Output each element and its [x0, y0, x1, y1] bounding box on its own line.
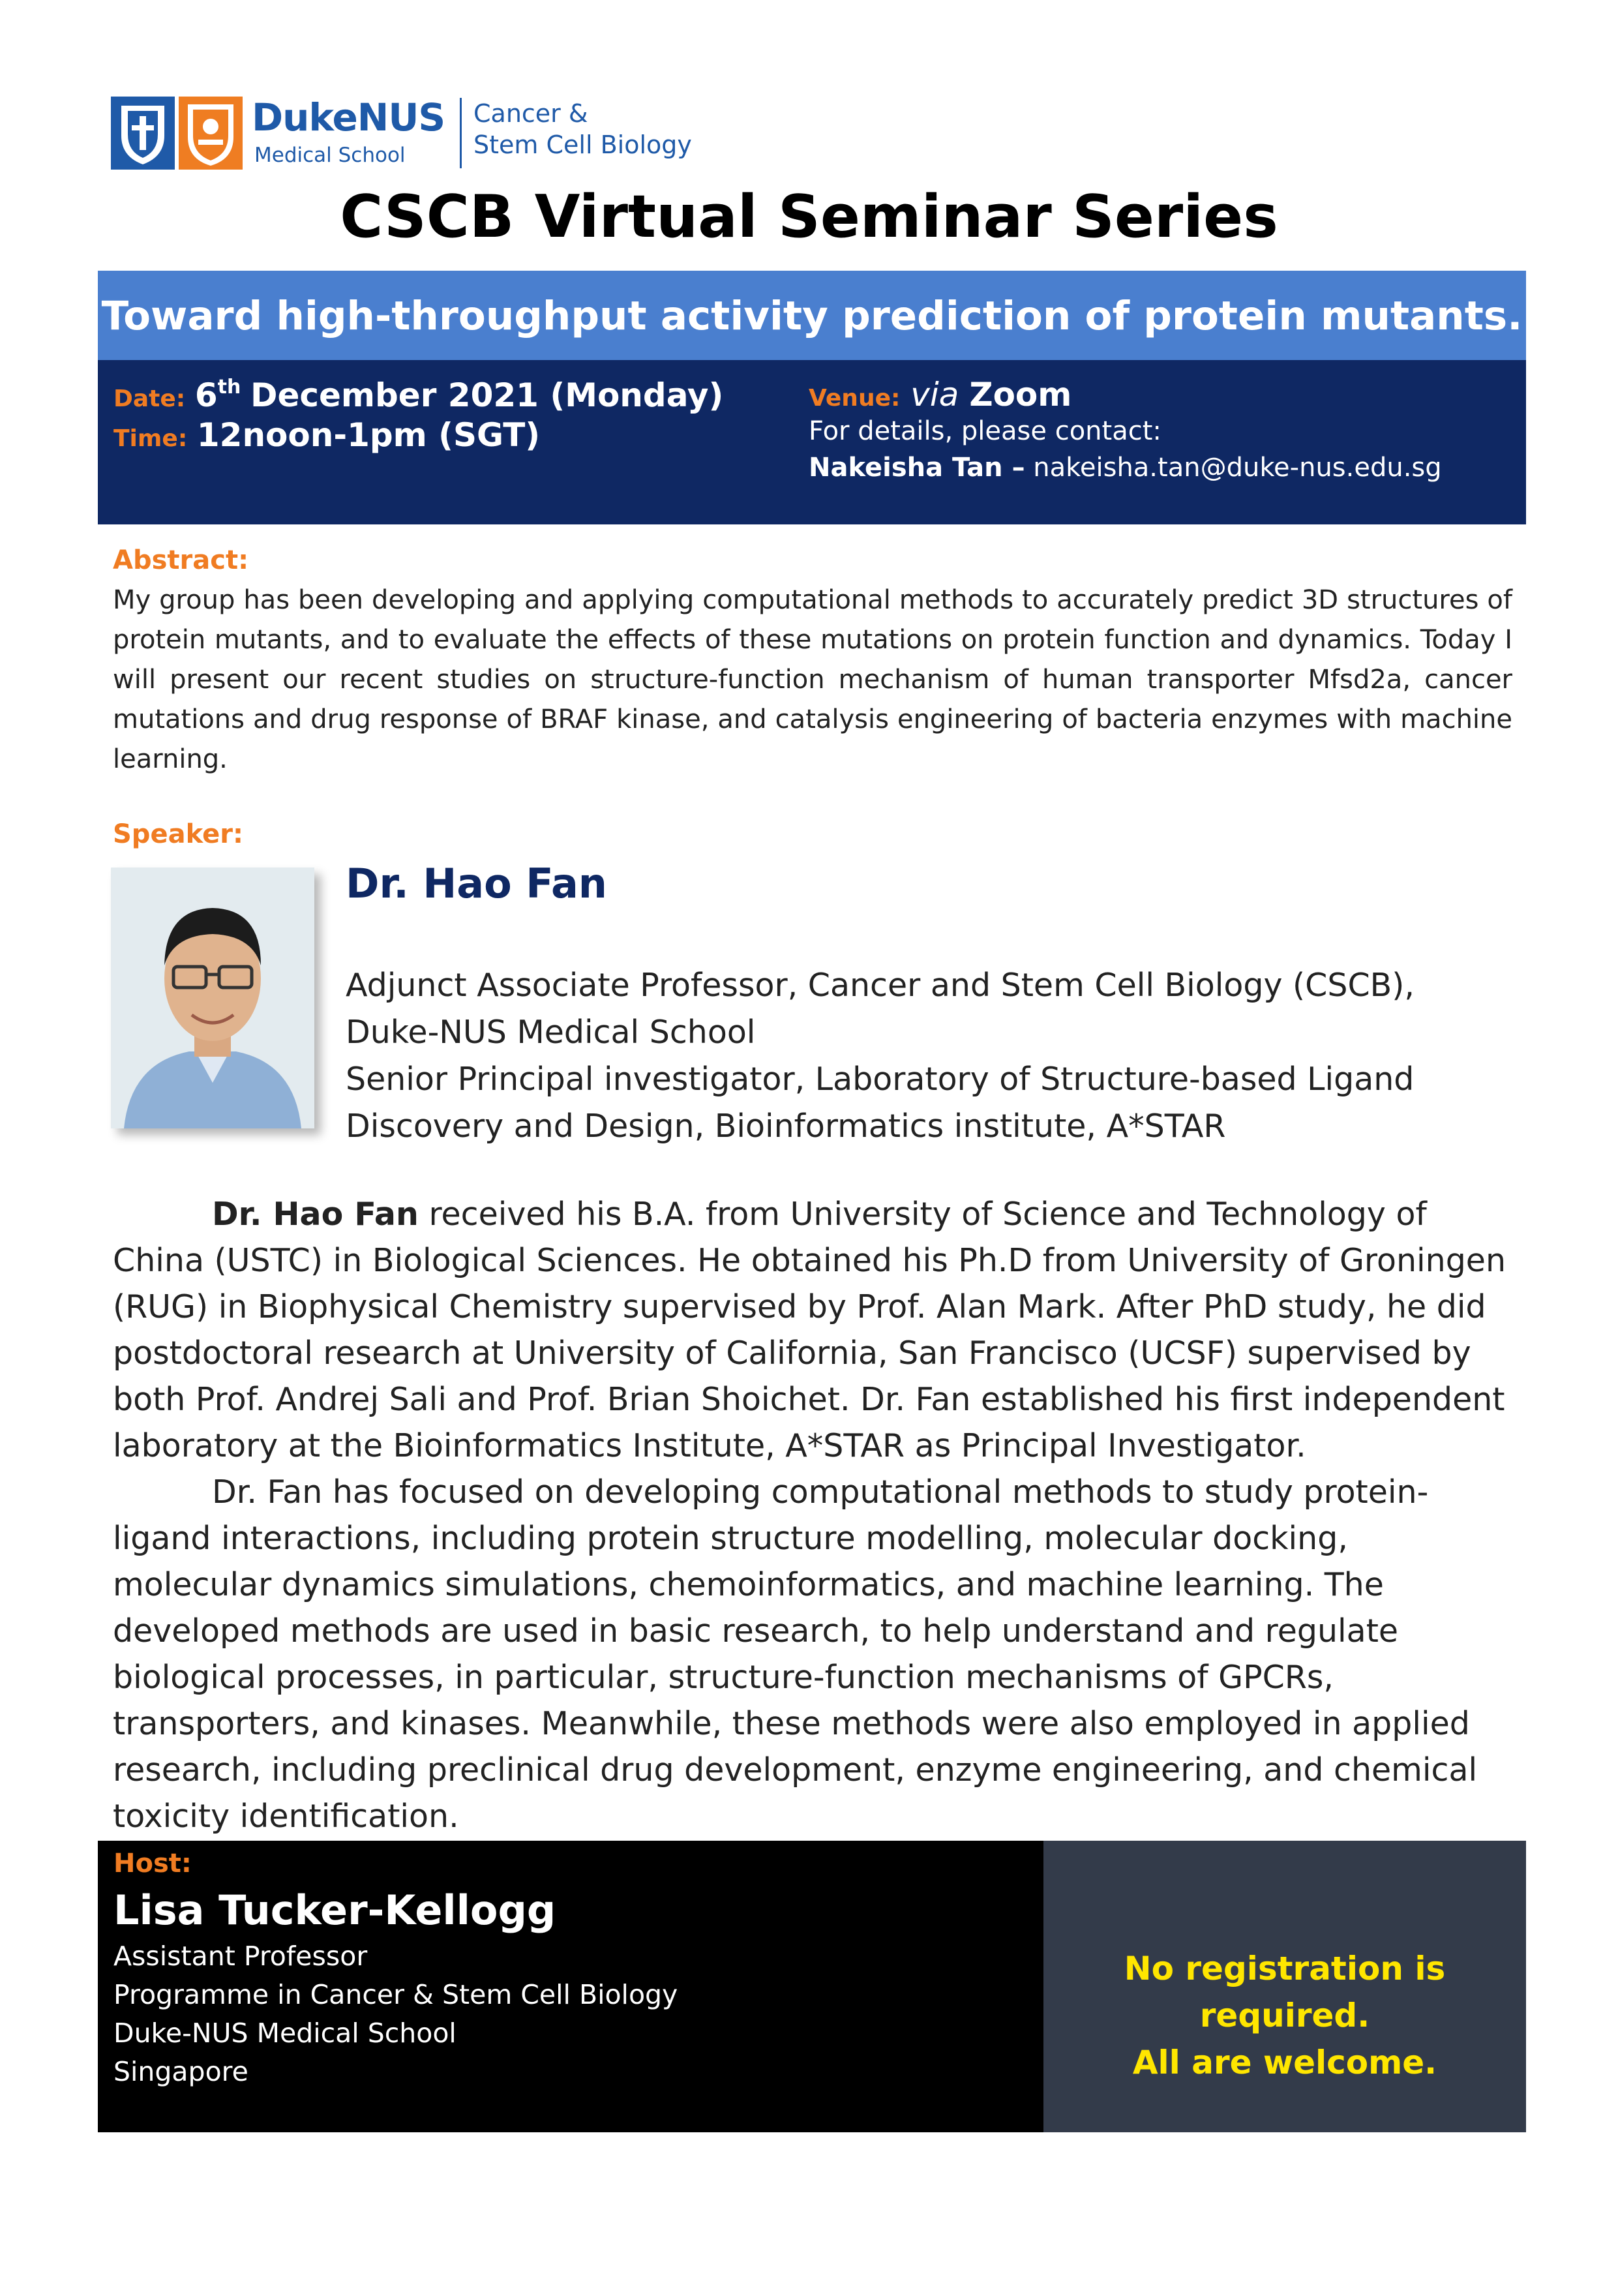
- time-line: [113, 416, 540, 454]
- host-name: Lisa Tucker-Kellogg: [113, 1886, 556, 1934]
- abstract-label: Abstract:: [113, 545, 249, 575]
- time-label: Time:: [113, 425, 188, 452]
- logo-divider: [460, 98, 462, 168]
- date-suffix: th: [217, 376, 241, 399]
- talk-title-bar: [98, 271, 1526, 360]
- host-institution: Duke-NUS Medical School: [113, 2017, 457, 2049]
- date-label: Date:: [113, 385, 186, 412]
- contact-line: [809, 453, 1442, 483]
- speaker-name: Dr. Hao Fan: [346, 860, 607, 907]
- host-details: [113, 1937, 678, 2091]
- contact-email[interactable]: nakeisha.tan@duke-nus.edu.sg: [1033, 453, 1442, 483]
- bio-paragraph-1-text: received his B.A. from University of Science and Technology of China (USTC) in Biological Sciences. He obtained his Ph.D from University of Groningen (RUG) in Biophysical Chemistry supervised by Prof. Alan Mark. After PhD study, he did postdoctoral research at University of California, San Francisco (UCSF) supervised by both Prof. Andrej Sali and Prof. Brian Shoichet. Dr. Fan established his first independent laboratory at the Bioinformatics Institute, A*STAR as Principal Investigator.: [113, 1196, 1506, 1464]
- contact-name: Nakeisha Tan –: [809, 453, 1025, 483]
- duke-shield-icon: [111, 97, 175, 170]
- bio-paragraph-2: Dr. Fan has focused on developing computational methods to study protein-ligand interactions, including protein structure modelling, molecular docking, molecular dynamics simulations, chemoinformatics, and machine learning. The developed methods are used in basic research, to help understand and regulate biological processes, in particular, structure-function mechanisms of GPCRs, transporters, and kinases. Meanwhile, these methods were also employed in applied research, including preclinical drug development, enzyme engineering, and chemical toxicity identification.: [113, 1473, 1478, 1835]
- date-value: December 2021 (Monday): [250, 376, 724, 414]
- nus-crest-icon: [179, 97, 243, 170]
- duke-nus-logo: [111, 93, 698, 171]
- department-line-2: Stem Cell Biology: [473, 130, 692, 159]
- venue-via: via: [910, 376, 959, 414]
- bio-speaker-name: Dr. Hao Fan: [212, 1196, 419, 1233]
- department-name: [473, 98, 692, 160]
- department-line-1: Cancer &: [473, 99, 588, 128]
- speaker-bio: [113, 1191, 1515, 1839]
- venue-line: [809, 376, 1071, 414]
- speaker-title-1: Adjunct Associate Professor, Cancer and Stem Cell Biology (CSCB), Duke-NUS Medical School: [346, 967, 1415, 1051]
- logo-wordmark: DukeNUS: [252, 95, 445, 140]
- venue-value: Zoom: [969, 376, 1072, 414]
- bio-paragraph-1: [113, 1191, 1515, 1469]
- logo-subtext: Medical School: [254, 144, 406, 167]
- talk-title: Toward high-throughput activity prediction of protein mutants.: [101, 293, 1523, 339]
- host-programme: Programme in Cancer & Stem Cell Biology: [113, 1979, 678, 2010]
- abstract-text: My group has been developing and applying computational methods to accurately predict 3D structures of protein mutants, and to evaluate the effects of these mutations on protein function and dynamics. Today I will present our recent studies on structure-function mechanism of human transporter Mfsd2a, cancer mutations and drug response of BRAF kinase, and catalysis engineering of bacteria enzymes with machine learning.: [113, 585, 1512, 774]
- speaker-portrait-image: [111, 868, 314, 1128]
- speaker-titles: [346, 962, 1506, 1150]
- host-country: Singapore: [113, 2056, 248, 2087]
- venue-label: Venue:: [809, 385, 901, 412]
- host-position: Assistant Professor: [113, 1941, 368, 1972]
- host-panel: [98, 1841, 1043, 2132]
- host-label: Host:: [113, 1849, 192, 1879]
- registration-line-2: All are welcome.: [1132, 2044, 1437, 2081]
- speaker-title-2: Senior Principal investigator, Laboratory of Structure-based Ligand Discovery and Design, Bioinformatics institute, A*STAR: [346, 1061, 1415, 1145]
- time-value: 12noon-1pm (SGT): [196, 416, 541, 454]
- series-title: CSCB Virtual Seminar Series: [340, 183, 1278, 251]
- speaker-photo: [111, 868, 314, 1128]
- registration-line-1: No registration is required.: [1124, 1950, 1446, 2034]
- speaker-label: Speaker:: [113, 819, 243, 849]
- event-details-bar: [98, 360, 1526, 524]
- contact-text: For details, please contact:: [809, 416, 1161, 446]
- date-day: 6: [194, 376, 218, 414]
- registration-panel: [1043, 1841, 1526, 2132]
- registration-notice: [1043, 1945, 1526, 2086]
- date-line: [113, 376, 723, 414]
